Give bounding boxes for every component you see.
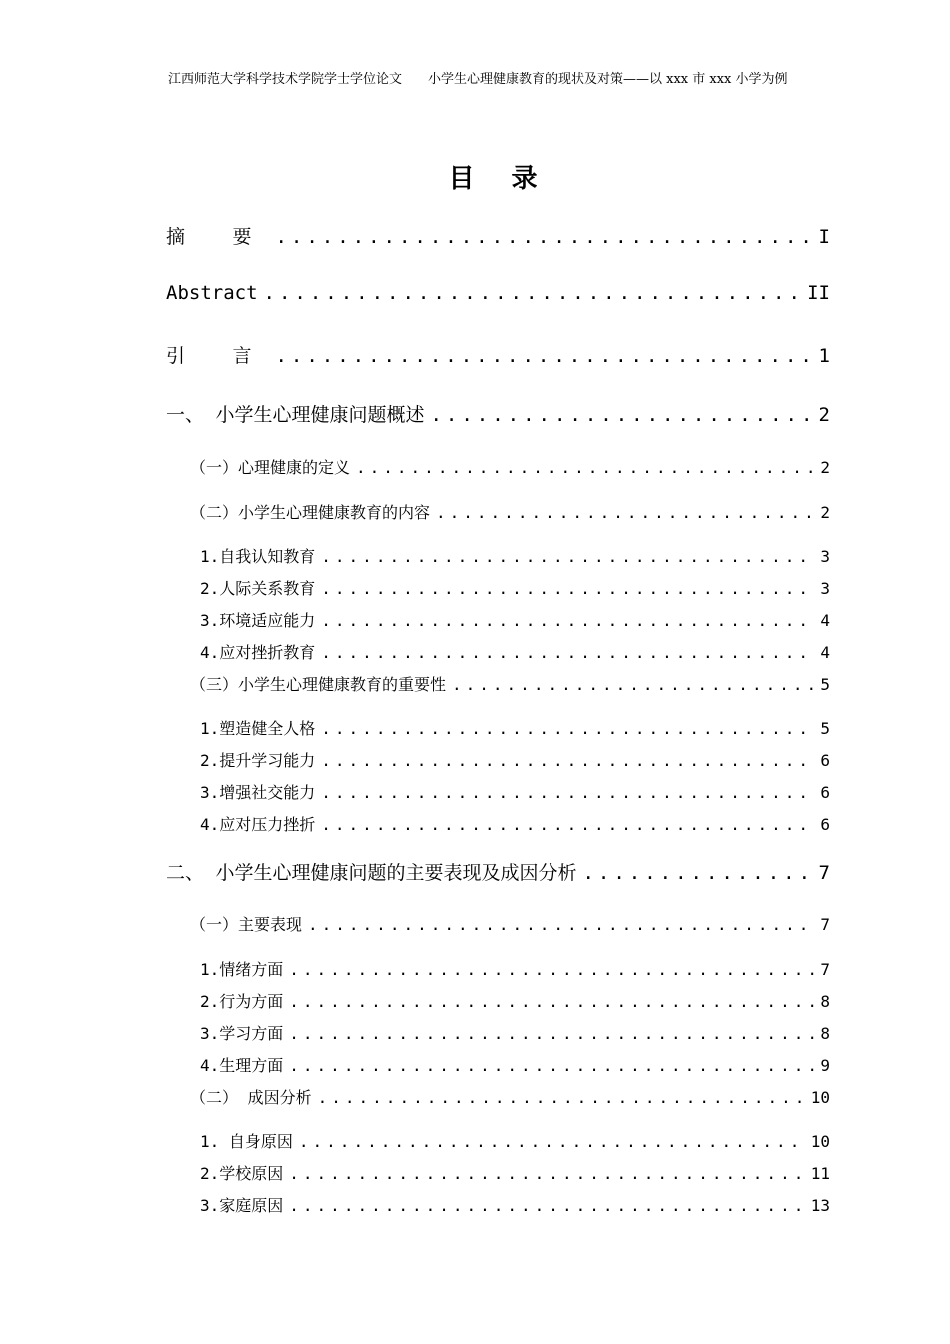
dot-leader <box>299 1132 805 1151</box>
toc-page-number: 3 <box>820 547 830 566</box>
dot-leader <box>356 458 814 477</box>
toc-entry-2-1-1[interactable] <box>200 957 830 980</box>
toc-label: 3.环境适应能力 <box>200 611 316 630</box>
toc-page-number: 9 <box>820 1056 830 1075</box>
toc-title: 目 录 <box>448 164 552 194</box>
toc-entry-2-1-4[interactable] <box>200 1053 830 1076</box>
toc-entry-1-3-3[interactable] <box>200 780 830 803</box>
toc-entry-1-2-3[interactable] <box>200 608 830 631</box>
toc-entry-1-1[interactable] <box>190 455 830 478</box>
dot-leader <box>289 1056 814 1075</box>
toc-entry-chapter-1[interactable] <box>166 400 830 427</box>
toc-label: 3.学习方面 <box>200 1024 284 1043</box>
toc-entry-abstract-cn[interactable] <box>166 222 830 249</box>
toc-entry-2-1-2[interactable] <box>200 989 830 1012</box>
toc-label: （二）小学生心理健康教育的内容 <box>190 503 431 522</box>
toc-page-number: 5 <box>820 719 830 738</box>
toc-label: （一）心理健康的定义 <box>190 458 351 477</box>
toc-label: 2.人际关系教育 <box>200 579 316 598</box>
dot-leader <box>308 915 814 934</box>
toc-entry-1-2-1[interactable] <box>200 544 830 567</box>
dot-leader <box>430 404 812 426</box>
toc-page-number: 5 <box>820 675 830 694</box>
toc-label: 3.增强社交能力 <box>200 783 316 802</box>
toc-page-number: 10 <box>810 1132 830 1151</box>
dot-leader <box>321 751 814 770</box>
toc-label: 3.家庭原因 <box>200 1196 284 1215</box>
dot-leader <box>321 719 814 738</box>
dot-leader <box>321 783 814 802</box>
toc-entry-2-1-3[interactable] <box>200 1021 830 1044</box>
toc-label: 2.行为方面 <box>200 992 284 1011</box>
toc-entry-2-2-2[interactable] <box>200 1161 830 1184</box>
toc-label: 2.学校原因 <box>200 1164 284 1183</box>
dot-leader <box>452 675 814 694</box>
toc-label: 1.情绪方面 <box>200 960 284 979</box>
running-header: 江西师范大学科学技术学院学士学位论文 小学生心理健康教育的现状及对策——以 xxx 市 xxx 小学为例 <box>168 72 788 87</box>
toc-entry-1-3-2[interactable] <box>200 748 830 771</box>
dot-leader <box>582 862 812 884</box>
toc-label: 1. 自身原因 <box>200 1132 293 1151</box>
toc-page-number: 2 <box>820 503 830 522</box>
dot-leader <box>321 815 814 834</box>
toc-label: 4.应对压力挫折 <box>200 815 316 834</box>
toc-label: 4.生理方面 <box>200 1056 284 1075</box>
dot-leader <box>264 282 802 304</box>
toc-page-number: 6 <box>820 751 830 770</box>
toc-page-number: 8 <box>820 1024 830 1043</box>
toc-page-number: 3 <box>820 579 830 598</box>
dot-leader <box>318 1088 805 1107</box>
toc-label: （三）小学生心理健康教育的重要性 <box>190 675 447 694</box>
dot-leader <box>289 1024 814 1043</box>
toc-label: （二） 成因分析 <box>190 1088 312 1107</box>
toc-entry-abstract-en[interactable] <box>166 282 830 304</box>
toc-entry-1-3[interactable] <box>190 672 830 695</box>
dot-leader <box>289 1164 804 1183</box>
toc-label: 2.提升学习能力 <box>200 751 316 770</box>
dot-leader <box>321 611 814 630</box>
toc-label: 1.塑造健全人格 <box>200 719 316 738</box>
dot-leader <box>275 226 812 248</box>
toc-page-number: II <box>807 282 830 304</box>
toc-label: 引 言 <box>166 345 270 367</box>
toc-page-number: 10 <box>810 1088 830 1107</box>
toc-page-number: 6 <box>820 815 830 834</box>
dot-leader <box>289 960 814 979</box>
toc-entry-1-2-4[interactable] <box>200 640 830 663</box>
toc-entry-1-3-4[interactable] <box>200 812 830 835</box>
dot-leader <box>321 643 814 662</box>
toc-label: Abstract <box>166 282 258 304</box>
toc-page-number: 4 <box>820 643 830 662</box>
toc-label: 二、 小学生心理健康问题的主要表现及成因分析 <box>166 862 577 884</box>
toc-entry-introduction[interactable] <box>166 341 830 368</box>
dot-leader <box>289 992 814 1011</box>
toc-page-number: 4 <box>820 611 830 630</box>
toc-entry-2-2-1[interactable] <box>200 1129 830 1152</box>
toc-label: 1.自我认知教育 <box>200 547 316 566</box>
toc-page-number: 7 <box>820 960 830 979</box>
toc-entry-1-2-2[interactable] <box>200 576 830 599</box>
toc-page-number: 7 <box>820 915 830 934</box>
toc-page-number: 2 <box>820 458 830 477</box>
toc-page-number: 7 <box>818 862 830 884</box>
toc-page-number: 6 <box>820 783 830 802</box>
toc-entry-1-2[interactable] <box>190 500 830 523</box>
toc-entry-2-2-3[interactable] <box>200 1193 830 1216</box>
dot-leader <box>321 579 814 598</box>
toc-entry-chapter-2[interactable] <box>166 858 830 885</box>
dot-leader <box>436 503 814 522</box>
toc-label: （一）主要表现 <box>190 915 303 934</box>
toc-page-number: 13 <box>810 1196 830 1215</box>
dot-leader <box>321 547 814 566</box>
toc-label: 摘 要 <box>166 226 270 248</box>
toc-entry-1-3-1[interactable] <box>200 716 830 739</box>
toc-entry-2-1[interactable] <box>190 912 830 935</box>
toc-page-number: I <box>818 226 830 248</box>
toc-page-number: 1 <box>818 345 830 367</box>
toc-entry-2-2[interactable] <box>190 1085 830 1108</box>
toc-page-number: 8 <box>820 992 830 1011</box>
dot-leader <box>275 345 812 367</box>
dot-leader <box>289 1196 804 1215</box>
toc-page-number: 11 <box>810 1164 830 1183</box>
toc-label: 一、 小学生心理健康问题概述 <box>166 404 425 426</box>
toc-label: 4.应对挫折教育 <box>200 643 316 662</box>
toc-page-number: 2 <box>818 404 830 426</box>
